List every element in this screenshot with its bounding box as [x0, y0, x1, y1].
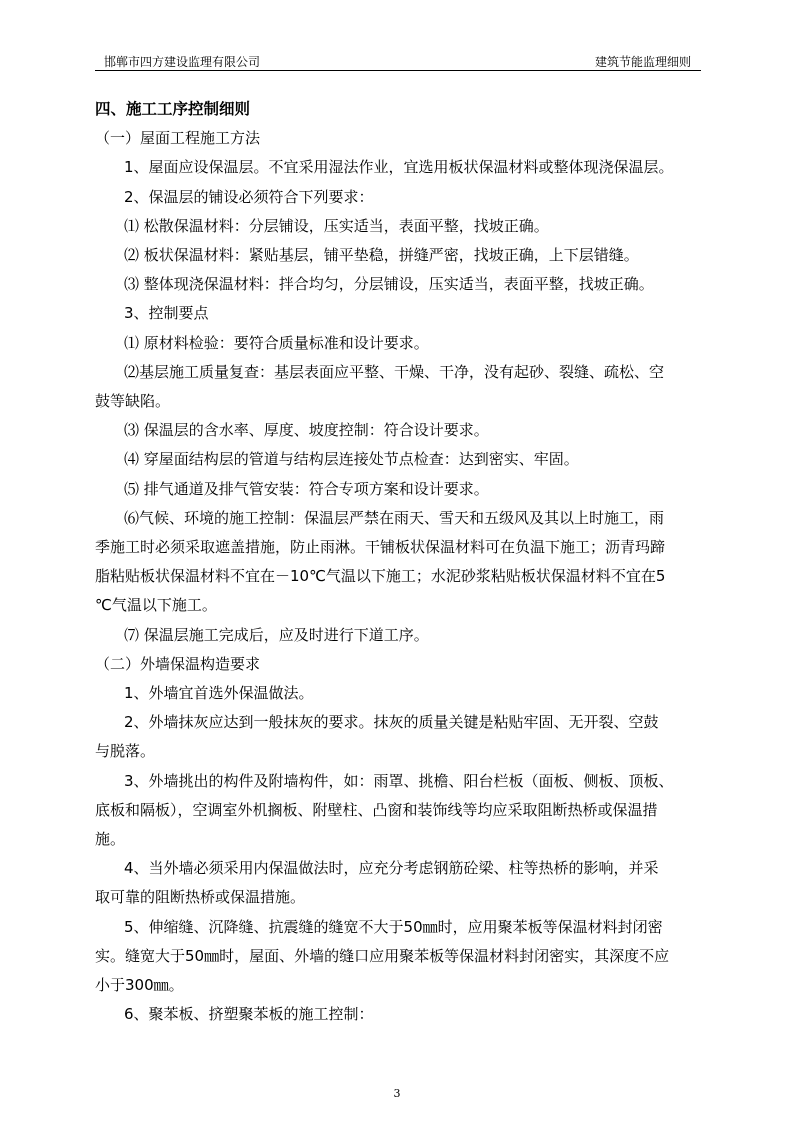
- text-line: 5、伸缩缝、沉降缝、抗震缝的缝宽不大于50㎜时，应用聚苯板等保温材料封闭密: [124, 917, 663, 936]
- text-line: 小于300㎜。: [95, 976, 184, 995]
- page-number: 3: [393, 1087, 401, 1100]
- text-line: 6、聚苯板、挤塑聚苯板的施工控制：: [124, 1005, 374, 1024]
- text-line: 2、保温层的铺设必须符合下列要求：: [124, 187, 374, 206]
- text-line: ⑴ 松散保温材料：分层铺设，压实适当，表面平整，找坡正确。: [124, 216, 549, 235]
- header-doc-title: 建筑节能监理细则: [594, 55, 691, 69]
- page-header: [95, 52, 701, 71]
- text-line: 2、外墙抹灰应达到一般抹灰的要求。抹灰的质量关键是粘贴牢固、无开裂、空鼓: [124, 713, 659, 732]
- text-line: ⑶ 保温层的含水率、厚度、坡度控制：符合设计要求。: [124, 421, 489, 440]
- text-line: 3、外墙挑出的构件及附墙构件，如：雨罩、挑檐、阳台栏板（面板、侧板、顶板、: [124, 771, 674, 790]
- text-line: ⑶ 整体现浇保温材料：拌合均匀，分层铺设，压实适当，表面平整，找坡正确。: [124, 275, 654, 294]
- text-line: 鼓等缺陷。: [95, 392, 171, 411]
- text-line: 取可靠的阻断热桥或保温措施。: [95, 888, 306, 907]
- document-body: [95, 95, 701, 1030]
- text-line: ⑹气候、环境的施工控制：保温层严禁在雨天、雪天和五级风及其以上时施工，雨: [124, 508, 665, 527]
- text-line: 1、外墙宜首选外保温做法。: [124, 684, 314, 703]
- header-company: 邯郸市四方建设监理有限公司: [104, 55, 261, 69]
- text-line: （一）屋面工程施工方法: [95, 129, 261, 148]
- text-line: ⑺ 保温层施工完成后，应及时进行下道工序。: [124, 625, 429, 644]
- text-line: 与脱落。: [95, 742, 156, 761]
- text-line: 底板和隔板），空调室外机搁板、附壁柱、凸窗和装饰线等均应采取阻断热桥或保温措: [95, 800, 658, 819]
- text-line: ⑵基层施工质量复查：基层表面应平整、干燥、干净，没有起砂、裂缝、疏松、空: [124, 362, 665, 381]
- text-line: 3、控制要点: [124, 304, 209, 323]
- text-line: ⑵ 板状保温材料：紧贴基层，铺平垫稳，拼缝严密，找坡正确，上下层错缝。: [124, 246, 639, 265]
- text-line: 施。: [95, 830, 126, 849]
- text-line: ℃气温以下施工。: [95, 596, 217, 615]
- text-line: （二）外墙保温构造要求: [95, 654, 261, 673]
- text-line: 实。缝宽大于50㎜时，屋面、外墙的缝口应用聚苯板等保温材料封闭密实，其深度不应: [95, 946, 670, 965]
- text-line: 1、屋面应设保温层。不宜采用湿法作业，宜选用板状保温材料或整体现浇保温层。: [124, 158, 674, 177]
- text-line: 4、当外墙必须采用内保温做法时，应充分考虑钢筋砼梁、柱等热桥的影响，并采: [124, 859, 659, 878]
- text-line: 季施工时必须采取遮盖措施，防止雨淋。干铺板状保温材料可在负温下施工；沥青玛蹄: [95, 538, 666, 557]
- text-line: ⑸ 排气通道及排气管安装：符合专项方案和设计要求。: [124, 479, 489, 498]
- section-heading: 四、施工工序控制细则: [95, 100, 251, 118]
- text-line: 脂粘贴板状保温材料不宜在－10℃气温以下施工；水泥砂浆粘贴板状保温材料不宜在5: [95, 567, 666, 586]
- text-line: ⑴ 原材料检验：要符合质量标准和设计要求。: [124, 333, 429, 352]
- text-line: ⑷ 穿屋面结构层的管道与结构层连接处节点检查：达到密实、牢固。: [124, 450, 579, 469]
